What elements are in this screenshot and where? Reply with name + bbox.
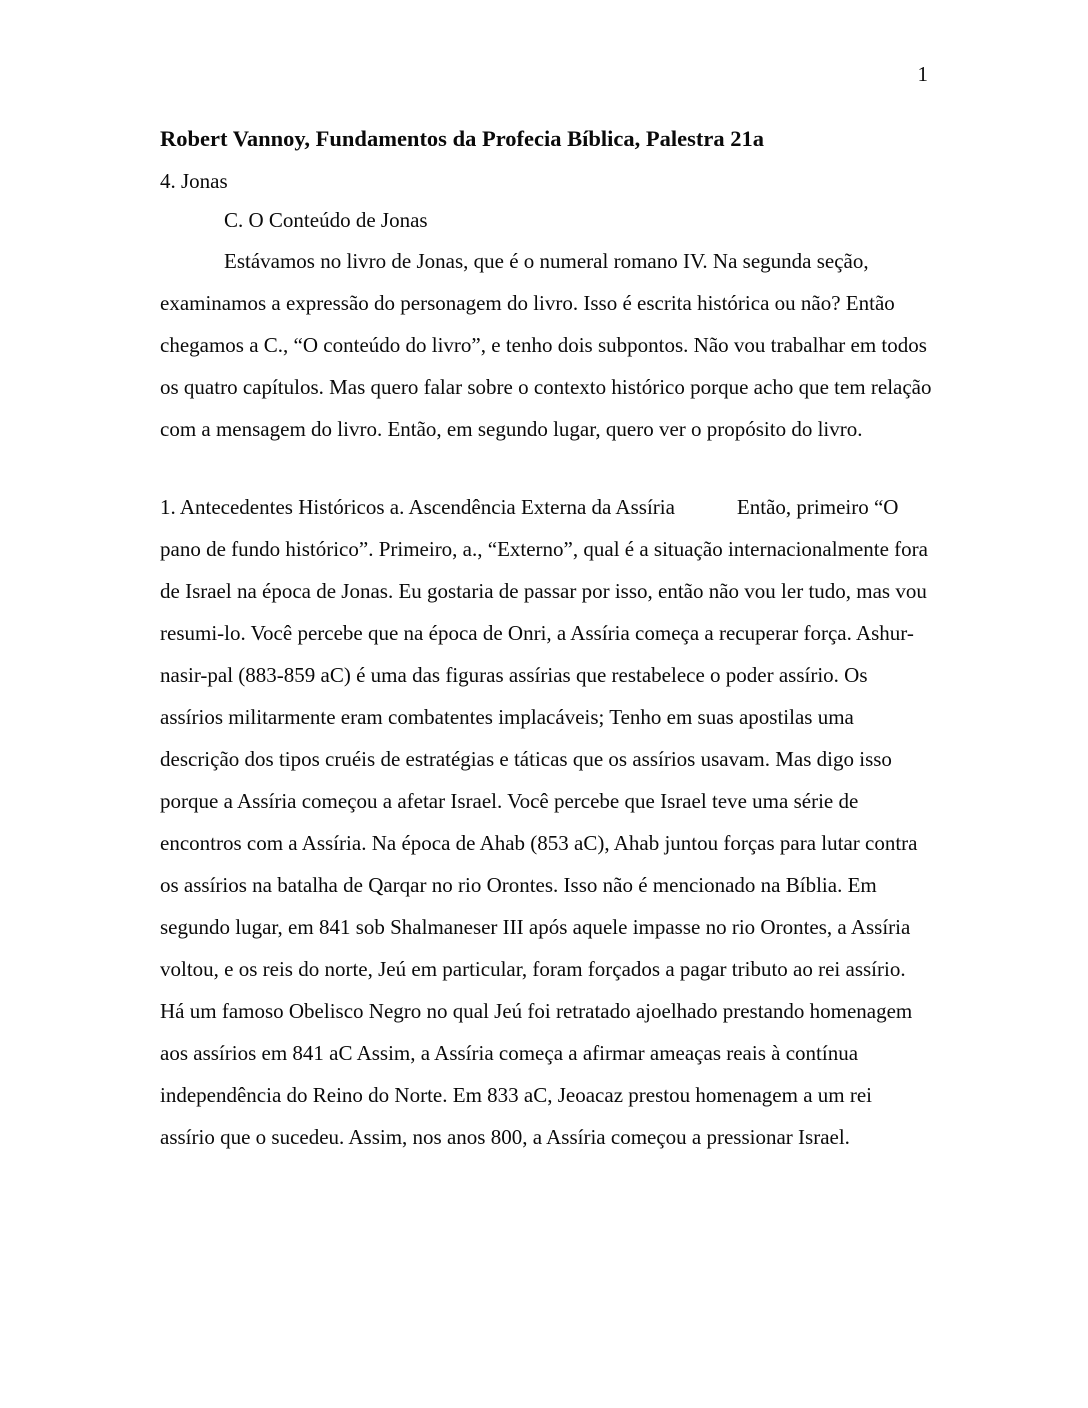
paragraph-1: Estávamos no livro de Jonas, que é o numeral romano IV. Na segunda seção, examinamos a expressão do personagem do livro. Isso é escrita histórica ou não? Então chegamos a C., “O conteúdo do livro”, e tenho dois subpontos. Não vou trabalhar em todos os quatro capítulos. Mas quero falar sobre o contexto histórico porque acho que tem relação com a mensagem do livro. Então, em segundo lugar, quero ver o propósito do livro. — [160, 249, 932, 441]
page-number: 1 — [917, 62, 928, 86]
paragraph-2-body: Então, primeiro “O pano de fundo histórico”. Primeiro, a., “Externo”, qual é a situação internacionalmente fora de Israel na época de Jonas. Eu gostaria de passar por isso, então não vou ler tudo, mas vou resumi-lo. Você percebe que na época de Onri, a Assíria começa a recuperar força. Ashur-nasir-pal (883-859 aC) é uma das figuras assírias que restabelece o poder assírio. Os assírios militarmente eram combatentes implacáveis; Tenho em suas apostilas uma descrição dos tipos cruéis de estratégias e táticas que os assírios usavam. Mas digo isso porque a Assíria começou a afetar Israel. Você percebe que Israel teve uma série de encontros com a Assíria. Na época de Ahab (853 aC), Ahab juntou forças para lutar contra os assírios na batalha de Qarqar no rio Orontes. Isso não é mencionado na Bíblia. Em segundo lugar, em 841 sob Shalmaneser III após aquele impasse no rio Orontes, a Assíria voltou, e os reis do norte, Jeú em particular, foram forçados a pagar tributo ao rei assírio. Há um famoso Obelisco Negro no qual Jeú foi retratado ajoelhado prestando homenagem aos assírios em 841 aC Assim, a Assíria começa a afirmar ameaças reais à contínua independência do Reino do Norte. Em 833 aC, Jeoacaz prestou homenagem a um rei assírio que o sucedeu. Assim, nos anos 800, a Assíria começou a pressionar Israel. — [160, 495, 928, 1149]
paragraph-2 — [160, 486, 932, 1158]
document-title: Robert Vannoy, Fundamentos da Profecia Bíblica, Palestra 21a — [160, 126, 764, 151]
section-heading: 4. Jonas — [160, 169, 228, 193]
tab-gap — [675, 513, 737, 514]
subsection-heading: C. O Conteúdo de Jonas — [224, 208, 428, 232]
paragraph-2-heading: 1. Antecedentes Históricos a. Ascendência Externa da Assíria — [160, 495, 675, 519]
